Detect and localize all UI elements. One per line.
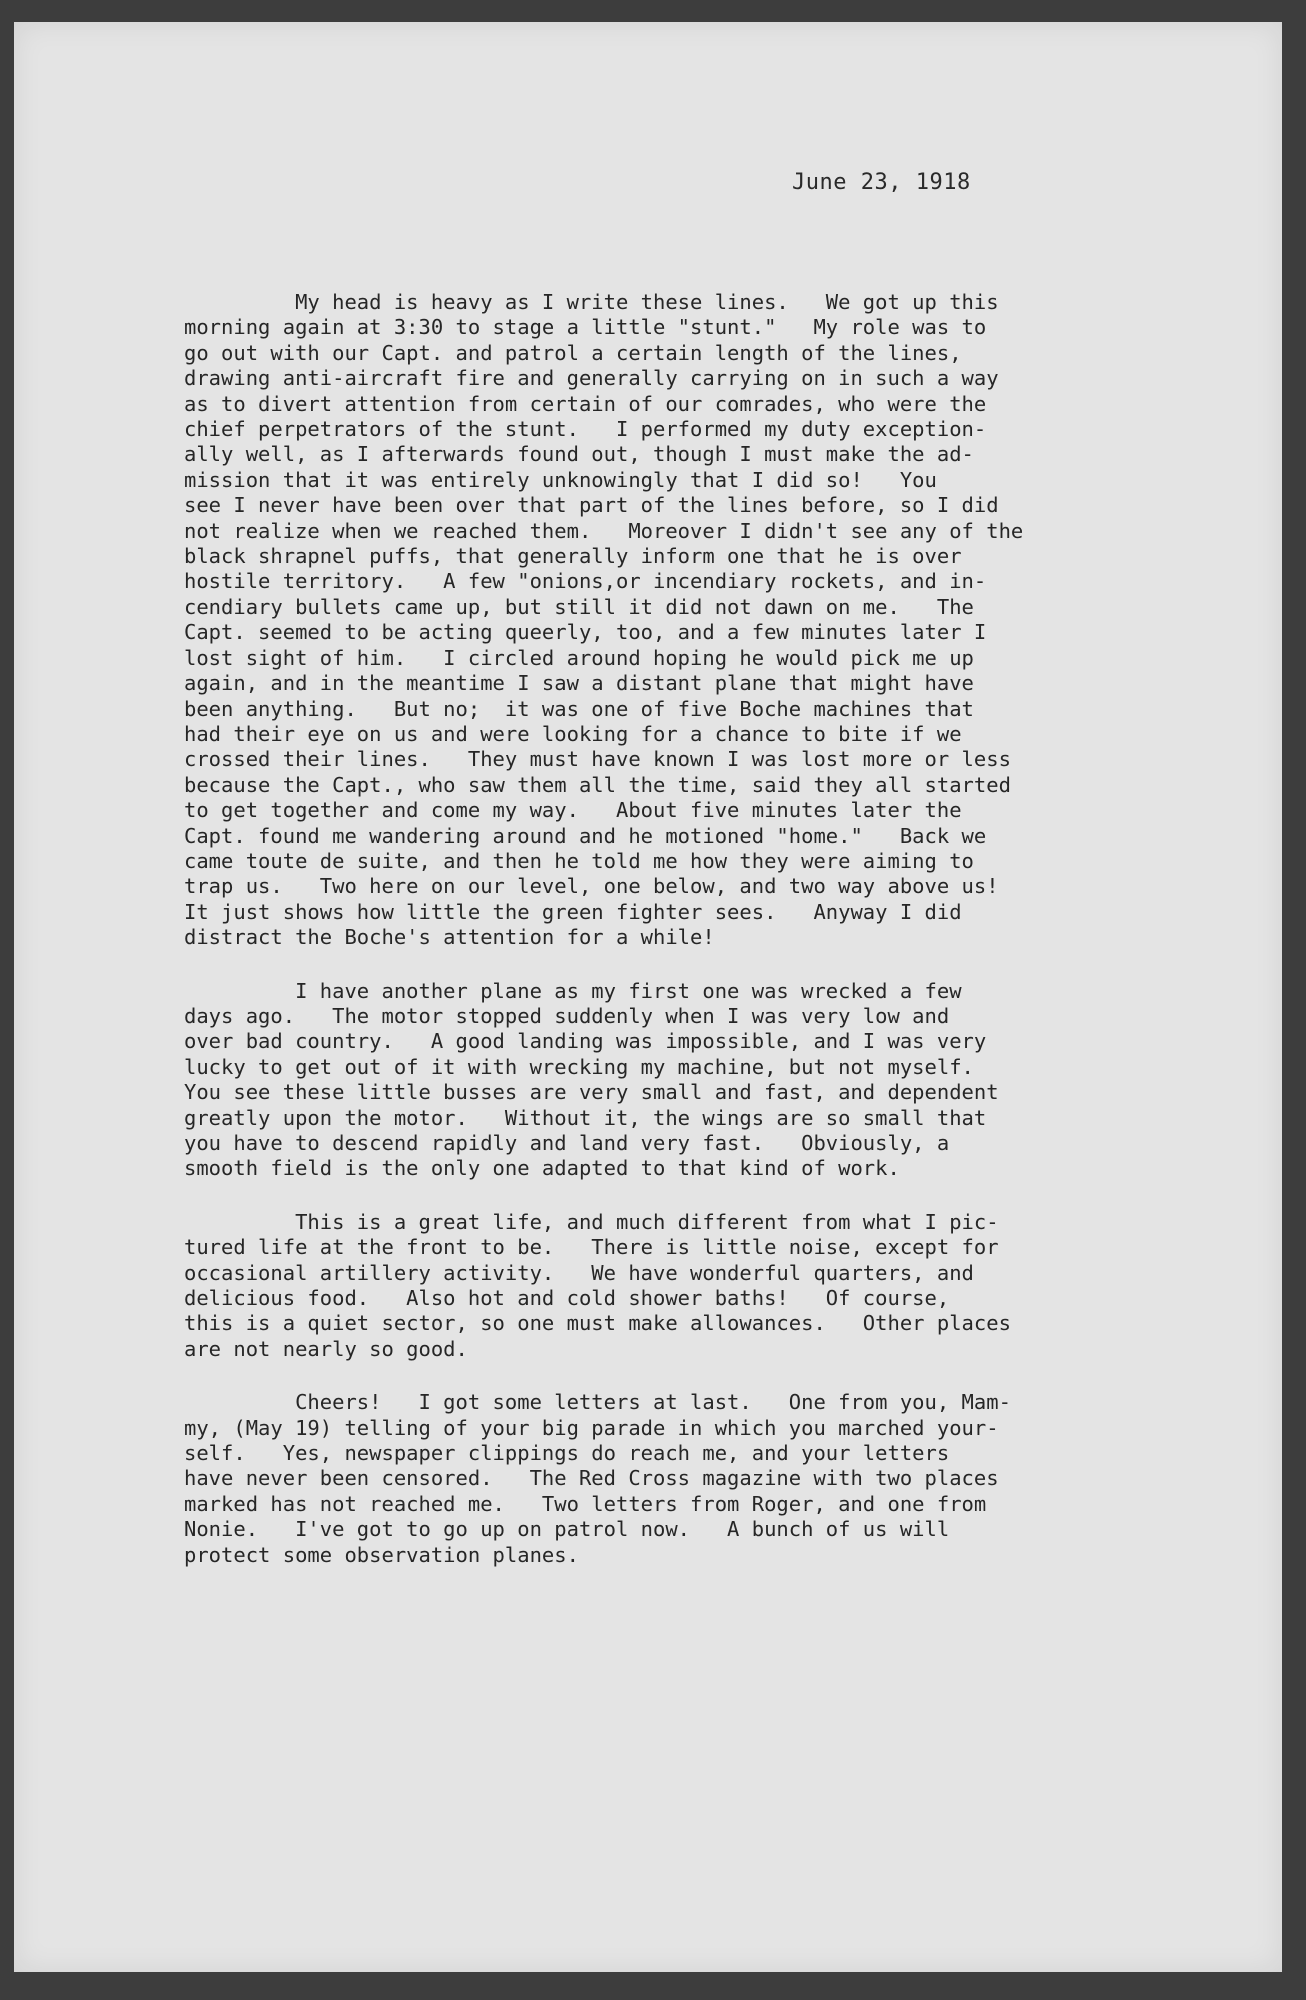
letter-paper [14,22,1282,1972]
paragraph-stunt: My head is heavy as I write these lines. We got up this morning again at 3:30 to stage a little "stunt." My role was to go out with our Capt. and patrol a certain length of the lines, drawing anti-aircraft fire and generally carrying on in such a way as to divert attention from certain of our comrades, who were the chief perpetrators of the stunt. I performed my duty exception- ally well, as I afterwards found out, though I must make the ad- mission that it was entirely unknowingly that I did so! You see I never have been over that part of the lines before, so I did not realize when we reached them. Moreover I didn't see any of the black shrapnel puffs, that generally inform one that he is over hostile territory. A few "onions,or incendiary rockets, and in- cendiary bullets came up, but still it did not dawn on me. The Capt. seemed to be acting queerly, too, and a few minutes later I lost sight of him. I circled around hoping he would pick me up again, and in the meantime I saw a distant plane that might have been anything. But no; it was one of five Boche machines that had their eye on us and were looking for a chance to bite if we crossed their lines. They must have known I was lost more or less because the Capt., who saw them all the time, said they all started to get together and come my way. About five minutes later the Capt. found me wandering around and he motioned "home." Back we came toute de suite, and then he told me how they were aiming to trap us. Two here on our level, one below, and two way above us! It just shows how little the green fighter sees. Anyway I did distract the Boche's attention for a while! [184,290,1024,950]
paragraph-letters: Cheers! I got some letters at last. One from you, Mam- my, (May 19) telling of your big parade in which you marched your- self. Yes, newspaper clippings do reach me, and your letters have never been censored. The Red Cross magazine with two places marked has not reached me. Two letters from Roger, and one from Nonie. I've got to go up on patrol now. A bunch of us will protect some observation planes. [184,1390,1011,1567]
paragraph-front-life: This is a great life, and much different from what I pic- tured life at the front to be. There is little noise, except for occasional artillery activity. We have wonderful quarters, and delicious food. Also hot and cold shower baths! Of course, this is a quiet sector, so one must make allowances. Other places are not nearly so good. [184,1209,1011,1361]
letter-date: June 23, 1918 [792,170,971,195]
paragraph-new-plane: I have another plane as my first one was wrecked a few days ago. The motor stopped suddenly when I was very low and over bad country. A good landing was impossible, and I was very lucky to get out of it with wrecking my machine, but not myself. You see these little busses are very small and fast, and dependent greatly upon the motor. Without it, the wings are so small that you have to descend rapidly and land very fast. Obviously, a smooth field is the only one adapted to that kind of work. [184,978,999,1181]
letter-body [184,290,1184,1596]
